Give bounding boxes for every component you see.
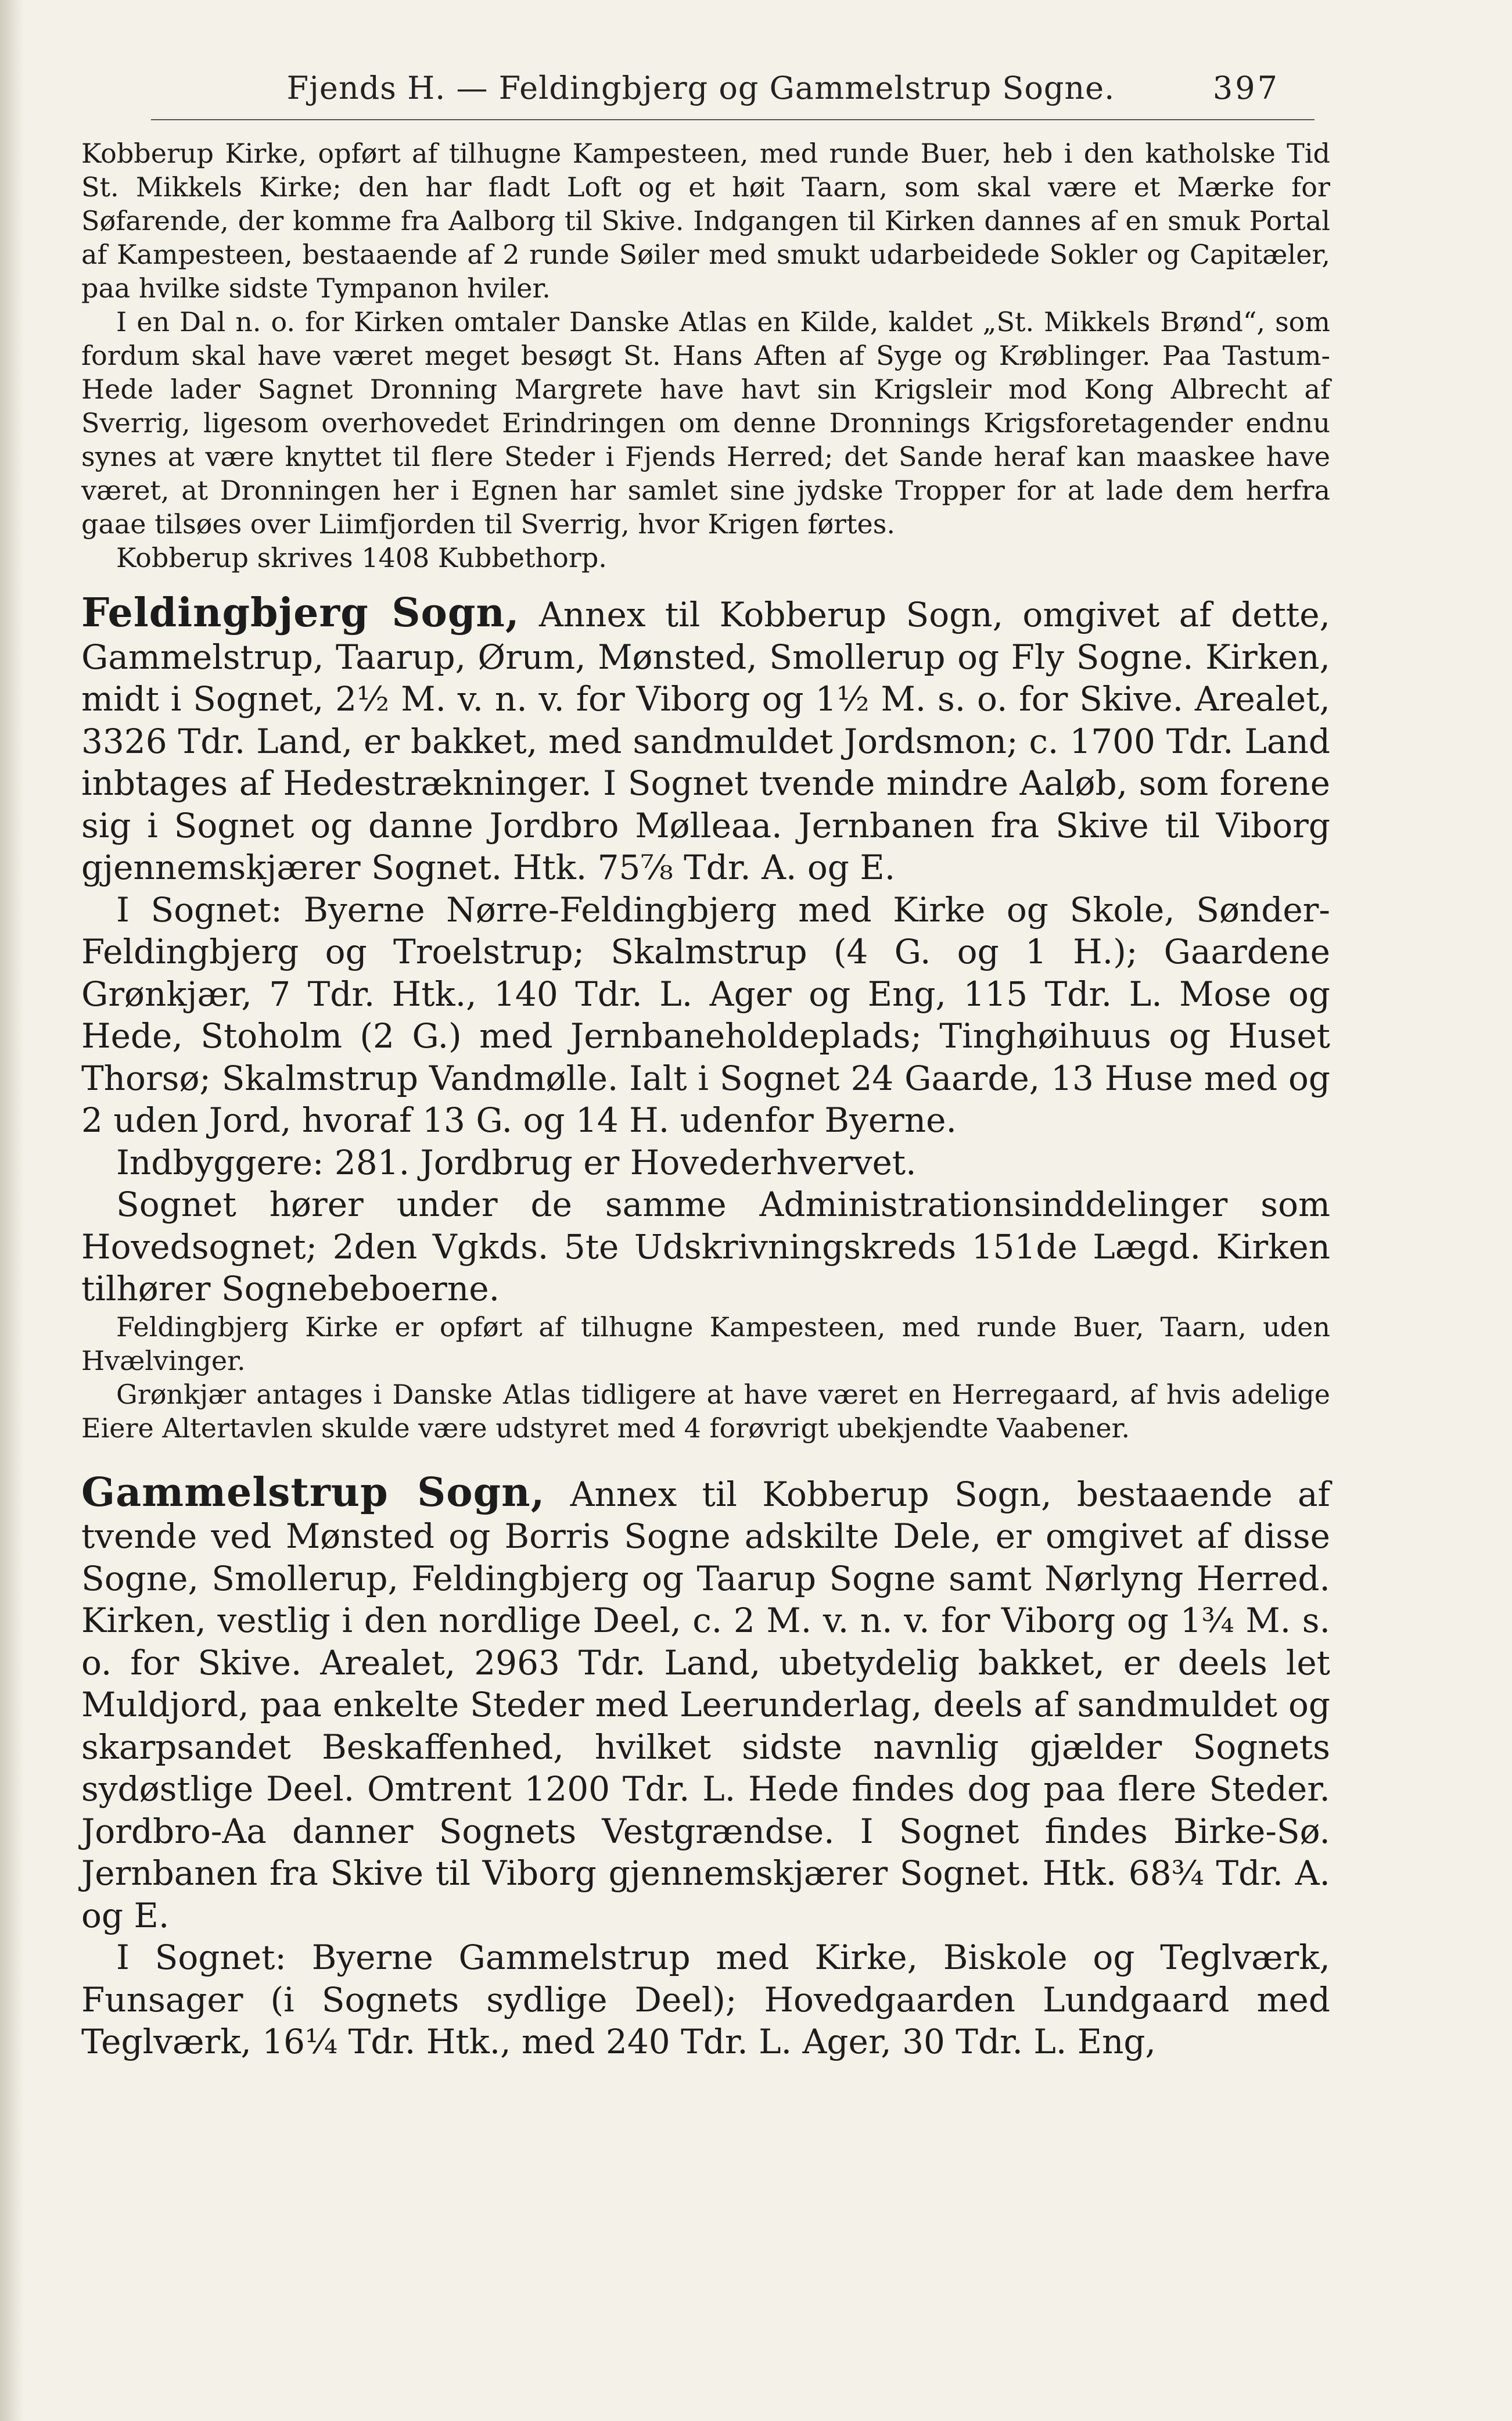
feldingbjerg-church-note: Feldingbjerg Kirke er opført af tilhugne Kampesteen, med runde Buer, Taarn, uden Hvælvinger.	[81, 1311, 1330, 1376]
feldingbjerg-heading: Feldingbjerg Sogn,	[81, 590, 520, 636]
feldingbjerg-parish-section	[81, 592, 1330, 1445]
feldingbjerg-population-paragraph: Indbyggere: 281. Jordbrug er Hovederhvervet.	[116, 1142, 917, 1182]
kobberup-church-paragraph: Kobberup Kirke, opført af tilhugne Kampesteen, med runde Buer, heb i den katholske Tid St. Mikkels Kirke; den har fladt Loft og et høit Taarn, som skal være et Mærke for Søfarende, der komme fra Aalborg til Skive. Indgangen til Kirken dannes af en smuk Portal af Kampesteen, bestaaende af 2 runde Søiler med smukt udarbeidede Sokler og Capitæler, paa hvilke sidste Tympanon hviler.	[81, 138, 1330, 304]
gammelstrup-intro-paragraph	[81, 1469, 1330, 1937]
page-body	[81, 137, 1330, 2063]
feldingbjerg-places-paragraph: I Sognet: Byerne Nørre-Feldingbjerg med Kirke og Skole, Sønder-Feldingbjerg og Troelstrup; Skalmstrup (4 G. og 1 H.); Gaardene Grønkjær, 7 Tdr. Htk., 140 Tdr. L. Ager og Eng, 115 Tdr. L. Mose og Hede, Stoholm (2 G.) med Jernbaneholdeplads; Tinghøihuus og Huset Thorsø; Skalmstrup Vandmølle. Ialt i Sognet 24 Gaarde, 13 Huse med og 2 uden Jord, hvoraf 13 G. og 14 H. udenfor Byerne.	[81, 890, 1330, 1140]
running-header	[87, 70, 1315, 106]
kobberup-legend-paragraph: I en Dal n. o. for Kirken omtaler Danske Atlas en Kilde, kaldet „St. Mikkels Brønd“, som fordum skal have været meget besøgt St. Hans Aften af Syge og Krøblinger. Paa Tastum-Hede lader Sagnet Dronning Margrete have havt sin Krigsleir mod Kong Albrecht af Sverrig, ligesom overhovedet Erindringen om denne Dronnings Krigsforetagender endnu synes at være knyttet til flere Steder i Fjends Herred; det Sande heraf kan maaskee have været, at Dronningen her i Egnen har samlet sine jydske Tropper for at lade dem herfra gaae tilsøes over Liimfjorden til Sverrig, hvor Krigen førtes.	[81, 306, 1330, 540]
feldingbjerg-gronkjaer-note: Grønkjær antages i Danske Atlas tidligere at have været en Herregaard, af hvis adelige Eiere Altertavlen skulde være udstyret med 4 forøvrigt ubekjendte Vaabener.	[81, 1378, 1330, 1444]
gammelstrup-intro-text: Annex til Kobberup Sogn, bestaaende af tvende ved Mønsted og Borris Sogne adskilte Dele, er omgivet af disse Sogne, Smollerup, Feldingbjerg og Taarup Sogne samt Nørlyng Herred. Kirken, vestlig i den nordlige Deel, c. 2 M. v. n. v. for Viborg og 1¾ M. s. o. for Skive. Arealet, 2963 Tdr. Land, ubetydelig bakket, er deels let Muldjord, paa enkelte Steder med Leerunderlag, deels af sandmuldet og skarpsandet Beskaffenhed, hvilket sidste navnlig gjælder Sognets sydøstlige Deel. Omtrent 1200 Tdr. L. Hede findes dog paa flere Steder. Jordbro-Aa danner Sognets Vestgrændse. I Sognet findes Birke-Sø. Jernbanen fra Skive til Viborg gjennemskjærer Sognet. Htk. 68¾ Tdr. A. og E.	[81, 1474, 1330, 1935]
kobberup-church-notes	[81, 137, 1330, 575]
kobberup-name-note: Kobberup skrives 1408 Kubbethorp.	[116, 542, 607, 573]
header-title: Fjends H. — Feldingbjerg og Gammelstrup Sogne.	[286, 70, 1115, 106]
header-rule	[151, 119, 1315, 120]
feldingbjerg-intro-paragraph	[81, 592, 1330, 889]
gammelstrup-heading: Gammelstrup Sogn,	[81, 1469, 545, 1516]
gammelstrup-places-paragraph: I Sognet: Byerne Gammelstrup med Kirke, Biskole og Teglværk, Funsager (i Sognets sydlige Deel); Hovedgaarden Lundgaard med Teglværk, 16¼ Tdr. Htk., med 240 Tdr. L. Ager, 30 Tdr. L. Eng,	[81, 1938, 1330, 2061]
feldingbjerg-intro-text: Annex til Kobberup Sogn, omgivet af dette, Gammelstrup, Taarup, Ørum, Mønsted, Smollerup og Fly Sogne. Kirken, midt i Sognet, 2½ M. v. n. v. for Viborg og 1½ M. s. o. for Skive. Arealet, 3326 Tdr. Land, er bakket, med sandmuldet Jordsmon; c. 1700 Tdr. Land inbtages af Hedestrækninger. I Sognet tvende mindre Aaløb, som forene sig i Sognet og danne Jordbro Mølleaa. Jernbanen fra Skive til Viborg gjennemskjærer Sognet. Htk. 75⅞ Tdr. A. og E.	[81, 595, 1330, 887]
gammelstrup-parish-section	[81, 1469, 1330, 2063]
feldingbjerg-administration-paragraph: Sognet hører under de samme Administrationsinddelinger som Hovedsognet; 2den Vgkds. 5te Udskrivningskreds 151de Lægd. Kirken tilhører Sognebeboerne.	[81, 1185, 1330, 1308]
page-spine-shadow	[0, 0, 23, 2421]
page-number: 397	[1212, 70, 1280, 106]
